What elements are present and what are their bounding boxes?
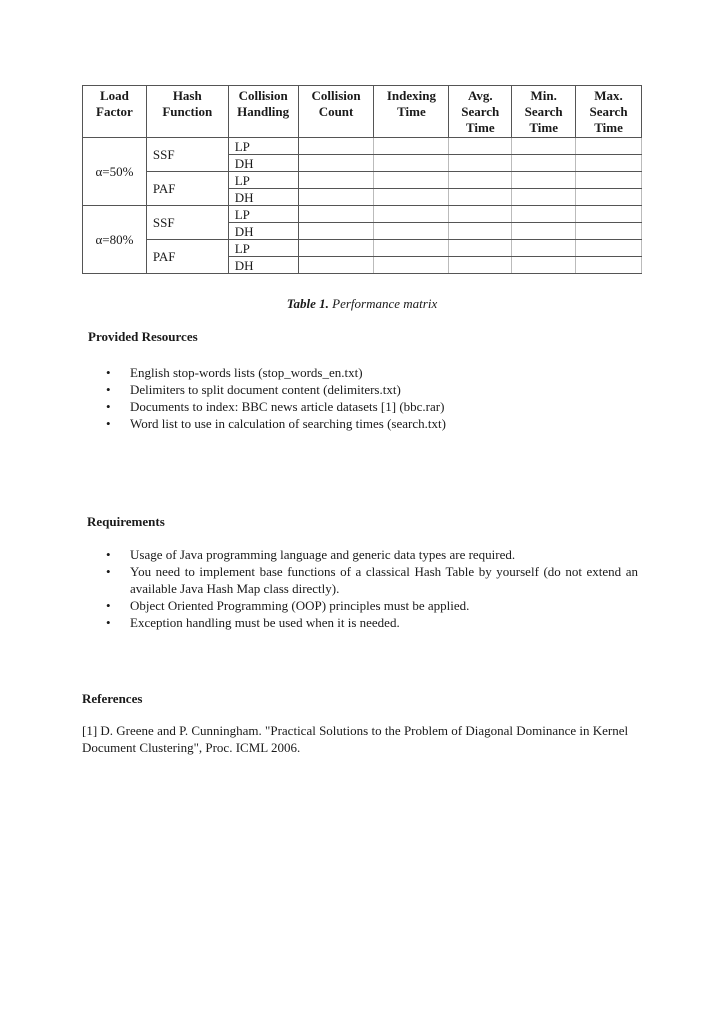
empty-cell — [298, 223, 374, 240]
list-item: • Word list to use in calculation of searching times (search.txt) — [106, 415, 646, 432]
table-caption — [0, 296, 724, 312]
table-row — [83, 172, 642, 189]
hash-function-cell: SSF — [146, 206, 228, 240]
collision-handling-cell: LP — [228, 138, 298, 155]
empty-cell — [374, 206, 449, 223]
empty-cell — [512, 172, 576, 189]
empty-cell — [576, 223, 642, 240]
table-row — [83, 206, 642, 223]
empty-cell — [449, 172, 512, 189]
empty-cell — [374, 155, 449, 172]
empty-cell — [576, 257, 642, 274]
empty-cell — [576, 138, 642, 155]
empty-cell — [374, 223, 449, 240]
header-avg-search-time: Avg. Search Time — [449, 86, 512, 138]
empty-cell — [298, 240, 374, 257]
empty-cell — [298, 172, 374, 189]
provided-resources-heading: Provided Resources — [88, 329, 198, 344]
requirements-list — [106, 546, 638, 631]
empty-cell — [449, 138, 512, 155]
list-item: • Exception handling must be used when it is needed. — [106, 614, 638, 631]
table-header-row — [83, 86, 642, 138]
empty-cell — [298, 257, 374, 274]
empty-cell — [512, 257, 576, 274]
list-item: • Documents to index: BBC news article datasets [1] (bbc.rar) — [106, 398, 646, 415]
empty-cell — [576, 155, 642, 172]
table-row — [83, 240, 642, 257]
hash-function-cell: SSF — [146, 138, 228, 172]
empty-cell — [449, 223, 512, 240]
list-item: • Delimiters to split document content (delimiters.txt) — [106, 381, 646, 398]
empty-cell — [374, 189, 449, 206]
empty-cell — [298, 189, 374, 206]
load-factor-cell: α=80% — [83, 206, 147, 274]
empty-cell — [512, 155, 576, 172]
empty-cell — [512, 189, 576, 206]
empty-cell — [374, 257, 449, 274]
empty-cell — [512, 240, 576, 257]
empty-cell — [512, 223, 576, 240]
empty-cell — [576, 240, 642, 257]
load-factor-cell: α=50% — [83, 138, 147, 206]
list-item: • English stop-words lists (stop_words_en.txt) — [106, 364, 646, 381]
provided-resources-list — [106, 364, 646, 432]
header-hash-function: Hash Function — [146, 86, 228, 138]
header-min-search-time: Min. Search Time — [512, 86, 576, 138]
header-max-search-time: Max. Search Time — [576, 86, 642, 138]
empty-cell — [449, 240, 512, 257]
collision-handling-cell: DH — [228, 257, 298, 274]
header-collision-handling: Collision Handling — [228, 86, 298, 138]
hash-function-cell: PAF — [146, 172, 228, 206]
table-row — [83, 138, 642, 155]
collision-handling-cell: DH — [228, 223, 298, 240]
list-item: • You need to implement base functions of a classical Hash Table by yourself (do not extend an available Java Hash Map class directly). — [106, 563, 638, 597]
empty-cell — [449, 155, 512, 172]
list-item: • Usage of Java programming language and generic data types are required. — [106, 546, 638, 563]
empty-cell — [374, 138, 449, 155]
hash-function-cell: PAF — [146, 240, 228, 274]
empty-cell — [449, 257, 512, 274]
header-indexing-time: Indexing Time — [374, 86, 449, 138]
empty-cell — [298, 206, 374, 223]
empty-cell — [576, 189, 642, 206]
collision-handling-cell: DH — [228, 155, 298, 172]
reference-item: [1] D. Greene and P. Cunningham. "Practical Solutions to the Problem of Diagonal Dominance in Kernel Document Clustering", Proc. ICML 2006. — [82, 723, 629, 755]
collision-handling-cell: LP — [228, 240, 298, 257]
collision-handling-cell: DH — [228, 189, 298, 206]
empty-cell — [374, 172, 449, 189]
requirements-heading: Requirements — [87, 514, 165, 529]
references-heading: References — [82, 691, 143, 706]
collision-handling-cell: LP — [228, 206, 298, 223]
empty-cell — [449, 206, 512, 223]
header-collision-count: Collision Count — [298, 86, 374, 138]
empty-cell — [512, 206, 576, 223]
empty-cell — [374, 240, 449, 257]
list-item: • Object Oriented Programming (OOP) principles must be applied. — [106, 597, 638, 614]
empty-cell — [576, 206, 642, 223]
performance-matrix-table — [82, 85, 642, 274]
empty-cell — [298, 155, 374, 172]
table-caption-text: Performance matrix — [328, 296, 438, 311]
empty-cell — [512, 138, 576, 155]
header-load-factor: Load Factor — [83, 86, 147, 138]
empty-cell — [298, 138, 374, 155]
collision-handling-cell: LP — [228, 172, 298, 189]
empty-cell — [576, 172, 642, 189]
table-caption-label: Table 1. — [286, 296, 329, 311]
empty-cell — [449, 189, 512, 206]
